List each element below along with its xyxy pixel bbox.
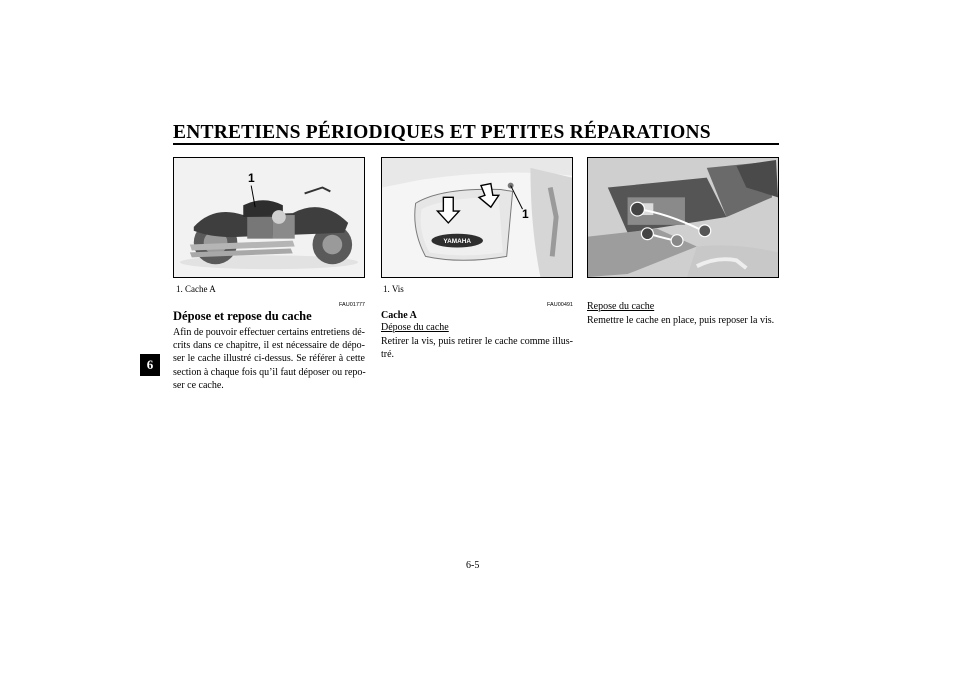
body-line: section à chaque fois qu’il faut déposer ou repo- <box>173 366 366 378</box>
reference-code: FAU01777 <box>339 302 365 308</box>
header-rule <box>173 143 779 145</box>
body-line: tré. <box>381 349 395 361</box>
reference-code: FAU00491 <box>547 302 573 308</box>
body-line: ser le cache illustré ci-dessus. Se référer à cette <box>173 353 365 365</box>
sub-heading: Cache A <box>381 310 417 321</box>
chapter-tab: 6 <box>140 354 160 376</box>
body-line: Afin de pouvoir effectuer certains entretiens dé- <box>173 327 365 338</box>
procedure-heading: Dépose du cache <box>381 322 449 333</box>
figure-battery-area <box>587 157 779 278</box>
figure-caption: 1. Vis <box>383 284 404 294</box>
figure-motorcycle <box>173 157 365 278</box>
figure-side-cover <box>381 157 573 278</box>
body-line: Retirer la vis, puis retirer le cache comme illus- <box>381 336 573 347</box>
column2-body <box>381 335 573 361</box>
column3-body <box>587 314 779 327</box>
column1-body <box>173 326 365 392</box>
page-title: ENTRETIENS PÉRIODIQUES ET PETITES RÉPARATIONS <box>173 122 711 143</box>
figure-caption: 1. Cache A <box>176 284 216 294</box>
body-line: ser ce cache. <box>173 379 224 391</box>
cover-brand: YAMAHA <box>443 238 472 246</box>
body-line: crits dans ce chapitre, il est nécessaire de dépo- <box>173 340 365 352</box>
figure-callout: 1 <box>248 171 255 185</box>
procedure-heading: Repose du cache <box>587 301 655 312</box>
page-number: 6-5 <box>466 560 480 571</box>
body-line: Remettre le cache en place, puis reposer la vis. <box>587 315 775 326</box>
figure-callout: 1 <box>522 207 529 221</box>
section-title: Dépose et repose du cache <box>173 309 312 323</box>
